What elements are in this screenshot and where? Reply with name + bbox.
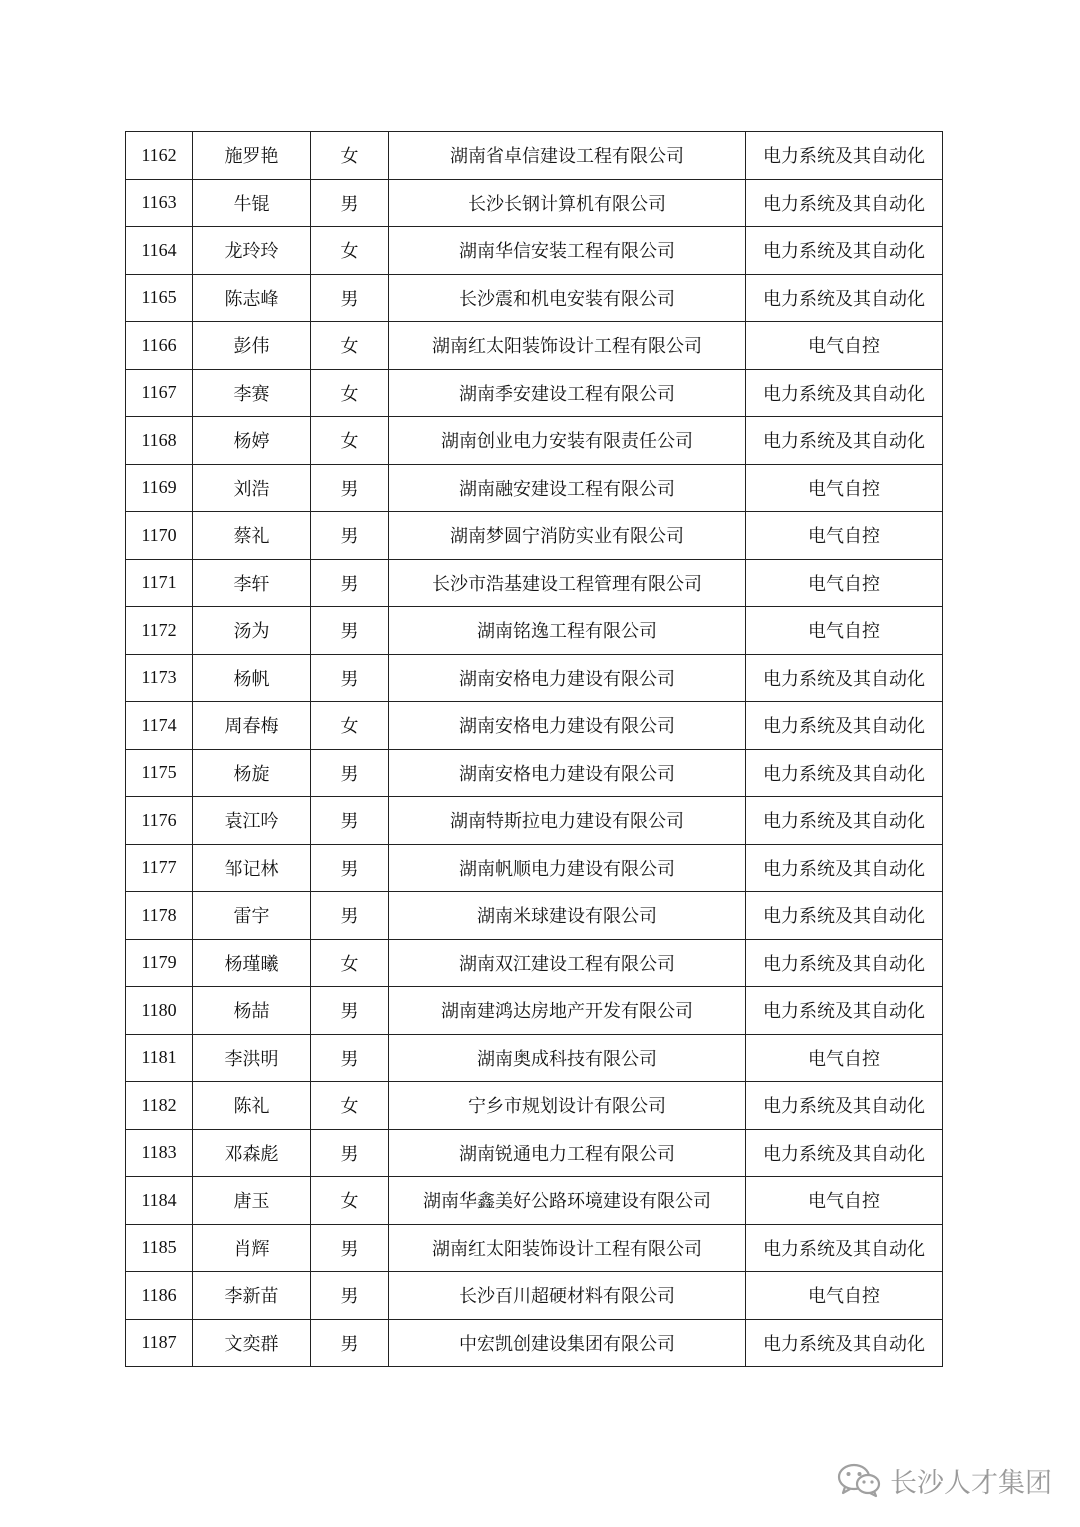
serial-number-cell: 1167 — [126, 369, 193, 417]
major-cell: 电力系统及其自动化 — [746, 274, 943, 322]
serial-number-cell: 1165 — [126, 274, 193, 322]
serial-number-cell: 1176 — [126, 797, 193, 845]
company-cell: 湖南省卓信建设工程有限公司 — [389, 132, 746, 180]
gender-cell: 男 — [311, 1129, 389, 1177]
name-cell: 雷宇 — [193, 892, 311, 940]
table-row — [126, 227, 943, 275]
table-row — [126, 1082, 943, 1130]
company-cell: 湖南创业电力安装有限责任公司 — [389, 417, 746, 465]
gender-cell: 女 — [311, 227, 389, 275]
company-cell: 湖南特斯拉电力建设有限公司 — [389, 797, 746, 845]
company-cell: 湖南华信安装工程有限公司 — [389, 227, 746, 275]
company-cell: 湖南梦圆宁消防实业有限公司 — [389, 512, 746, 560]
major-cell: 电气自控 — [746, 1177, 943, 1225]
name-cell: 唐玉 — [193, 1177, 311, 1225]
table-row — [126, 844, 943, 892]
table-row — [126, 512, 943, 560]
wechat-icon — [836, 1462, 882, 1498]
gender-cell: 男 — [311, 1224, 389, 1272]
major-cell: 电气自控 — [746, 559, 943, 607]
major-cell: 电气自控 — [746, 322, 943, 370]
serial-number-cell: 1171 — [126, 559, 193, 607]
name-cell: 袁江吟 — [193, 797, 311, 845]
company-cell: 湖南奥成科技有限公司 — [389, 1034, 746, 1082]
serial-number-cell: 1173 — [126, 654, 193, 702]
serial-number-cell: 1168 — [126, 417, 193, 465]
major-cell: 电气自控 — [746, 464, 943, 512]
major-cell: 电力系统及其自动化 — [746, 1082, 943, 1130]
company-cell: 湖南帆顺电力建设有限公司 — [389, 844, 746, 892]
gender-cell: 男 — [311, 749, 389, 797]
table-row — [126, 464, 943, 512]
table-row — [126, 369, 943, 417]
name-cell: 杨婷 — [193, 417, 311, 465]
major-cell: 电力系统及其自动化 — [746, 987, 943, 1035]
gender-cell: 女 — [311, 939, 389, 987]
name-cell: 杨瑾曦 — [193, 939, 311, 987]
company-cell: 湖南华鑫美好公路环境建设有限公司 — [389, 1177, 746, 1225]
major-cell: 电力系统及其自动化 — [746, 892, 943, 940]
company-cell: 中宏凯创建设集团有限公司 — [389, 1319, 746, 1367]
major-cell: 电力系统及其自动化 — [746, 132, 943, 180]
company-cell: 湖南双江建设工程有限公司 — [389, 939, 746, 987]
major-cell: 电力系统及其自动化 — [746, 227, 943, 275]
roster-table — [125, 131, 943, 1367]
name-cell: 邹记林 — [193, 844, 311, 892]
name-cell: 杨喆 — [193, 987, 311, 1035]
table-row — [126, 892, 943, 940]
name-cell: 彭伟 — [193, 322, 311, 370]
serial-number-cell: 1164 — [126, 227, 193, 275]
serial-number-cell: 1186 — [126, 1272, 193, 1320]
company-cell: 湖南米球建设有限公司 — [389, 892, 746, 940]
serial-number-cell: 1174 — [126, 702, 193, 750]
company-cell: 长沙百川超硬材料有限公司 — [389, 1272, 746, 1320]
table-row — [126, 939, 943, 987]
gender-cell: 女 — [311, 702, 389, 750]
company-cell: 湖南铭逸工程有限公司 — [389, 607, 746, 655]
name-cell: 牛锟 — [193, 179, 311, 227]
table-row — [126, 607, 943, 655]
gender-cell: 女 — [311, 417, 389, 465]
gender-cell: 男 — [311, 1319, 389, 1367]
name-cell: 邓森彪 — [193, 1129, 311, 1177]
gender-cell: 男 — [311, 844, 389, 892]
table-row — [126, 1319, 943, 1367]
table-row — [126, 987, 943, 1035]
serial-number-cell: 1181 — [126, 1034, 193, 1082]
major-cell: 电气自控 — [746, 607, 943, 655]
company-cell: 湖南季安建设工程有限公司 — [389, 369, 746, 417]
serial-number-cell: 1169 — [126, 464, 193, 512]
serial-number-cell: 1184 — [126, 1177, 193, 1225]
gender-cell: 男 — [311, 464, 389, 512]
table-row — [126, 559, 943, 607]
table-row — [126, 322, 943, 370]
major-cell: 电力系统及其自动化 — [746, 1319, 943, 1367]
gender-cell: 女 — [311, 1177, 389, 1225]
table-row — [126, 1129, 943, 1177]
serial-number-cell: 1170 — [126, 512, 193, 560]
company-cell: 湖南安格电力建设有限公司 — [389, 702, 746, 750]
name-cell: 李轩 — [193, 559, 311, 607]
serial-number-cell: 1187 — [126, 1319, 193, 1367]
table-row — [126, 1224, 943, 1272]
major-cell: 电力系统及其自动化 — [746, 797, 943, 845]
company-cell: 湖南安格电力建设有限公司 — [389, 749, 746, 797]
name-cell: 汤为 — [193, 607, 311, 655]
table-row — [126, 1272, 943, 1320]
gender-cell: 男 — [311, 179, 389, 227]
name-cell: 李赛 — [193, 369, 311, 417]
serial-number-cell: 1172 — [126, 607, 193, 655]
name-cell: 刘浩 — [193, 464, 311, 512]
company-cell: 湖南锐通电力工程有限公司 — [389, 1129, 746, 1177]
table-row — [126, 654, 943, 702]
watermark — [836, 1458, 1052, 1502]
company-cell: 湖南红太阳装饰设计工程有限公司 — [389, 1224, 746, 1272]
company-cell: 湖南融安建设工程有限公司 — [389, 464, 746, 512]
name-cell: 蔡礼 — [193, 512, 311, 560]
name-cell: 陈礼 — [193, 1082, 311, 1130]
serial-number-cell: 1178 — [126, 892, 193, 940]
name-cell: 陈志峰 — [193, 274, 311, 322]
gender-cell: 男 — [311, 987, 389, 1035]
serial-number-cell: 1182 — [126, 1082, 193, 1130]
name-cell: 李洪明 — [193, 1034, 311, 1082]
gender-cell: 女 — [311, 1082, 389, 1130]
company-cell: 湖南安格电力建设有限公司 — [389, 654, 746, 702]
name-cell: 龙玲玲 — [193, 227, 311, 275]
major-cell: 电力系统及其自动化 — [746, 417, 943, 465]
name-cell: 肖辉 — [193, 1224, 311, 1272]
gender-cell: 男 — [311, 892, 389, 940]
name-cell: 周春梅 — [193, 702, 311, 750]
table-row — [126, 417, 943, 465]
major-cell: 电力系统及其自动化 — [746, 939, 943, 987]
serial-number-cell: 1180 — [126, 987, 193, 1035]
major-cell: 电气自控 — [746, 1272, 943, 1320]
table-row — [126, 749, 943, 797]
table-row — [126, 132, 943, 180]
name-cell: 文奕群 — [193, 1319, 311, 1367]
serial-number-cell: 1163 — [126, 179, 193, 227]
name-cell: 李新苗 — [193, 1272, 311, 1320]
table-row — [126, 1177, 943, 1225]
gender-cell: 男 — [311, 1272, 389, 1320]
major-cell: 电气自控 — [746, 512, 943, 560]
serial-number-cell: 1185 — [126, 1224, 193, 1272]
company-cell: 长沙长钢计算机有限公司 — [389, 179, 746, 227]
gender-cell: 女 — [311, 132, 389, 180]
name-cell: 杨旋 — [193, 749, 311, 797]
serial-number-cell: 1175 — [126, 749, 193, 797]
table-row — [126, 179, 943, 227]
name-cell: 施罗艳 — [193, 132, 311, 180]
serial-number-cell: 1179 — [126, 939, 193, 987]
serial-number-cell: 1177 — [126, 844, 193, 892]
major-cell: 电力系统及其自动化 — [746, 702, 943, 750]
company-cell: 宁乡市规划设计有限公司 — [389, 1082, 746, 1130]
gender-cell: 女 — [311, 369, 389, 417]
table-row — [126, 1034, 943, 1082]
major-cell: 电力系统及其自动化 — [746, 654, 943, 702]
major-cell: 电力系统及其自动化 — [746, 844, 943, 892]
company-cell: 湖南建鸿达房地产开发有限公司 — [389, 987, 746, 1035]
gender-cell: 男 — [311, 512, 389, 560]
serial-number-cell: 1162 — [126, 132, 193, 180]
table-row — [126, 274, 943, 322]
major-cell: 电力系统及其自动化 — [746, 1129, 943, 1177]
gender-cell: 男 — [311, 797, 389, 845]
gender-cell: 男 — [311, 559, 389, 607]
company-cell: 长沙市浩基建设工程管理有限公司 — [389, 559, 746, 607]
gender-cell: 男 — [311, 274, 389, 322]
roster-body — [126, 132, 943, 1367]
gender-cell: 男 — [311, 654, 389, 702]
major-cell: 电力系统及其自动化 — [746, 179, 943, 227]
major-cell: 电力系统及其自动化 — [746, 749, 943, 797]
company-cell: 湖南红太阳装饰设计工程有限公司 — [389, 322, 746, 370]
name-cell: 杨帆 — [193, 654, 311, 702]
serial-number-cell: 1183 — [126, 1129, 193, 1177]
company-cell: 长沙震和机电安装有限公司 — [389, 274, 746, 322]
watermark-text: 长沙人才集团 — [890, 1467, 1052, 1499]
serial-number-cell: 1166 — [126, 322, 193, 370]
major-cell: 电力系统及其自动化 — [746, 369, 943, 417]
gender-cell: 男 — [311, 1034, 389, 1082]
gender-cell: 男 — [311, 607, 389, 655]
gender-cell: 女 — [311, 322, 389, 370]
table-row — [126, 702, 943, 750]
table-row — [126, 797, 943, 845]
major-cell: 电气自控 — [746, 1034, 943, 1082]
major-cell: 电力系统及其自动化 — [746, 1224, 943, 1272]
